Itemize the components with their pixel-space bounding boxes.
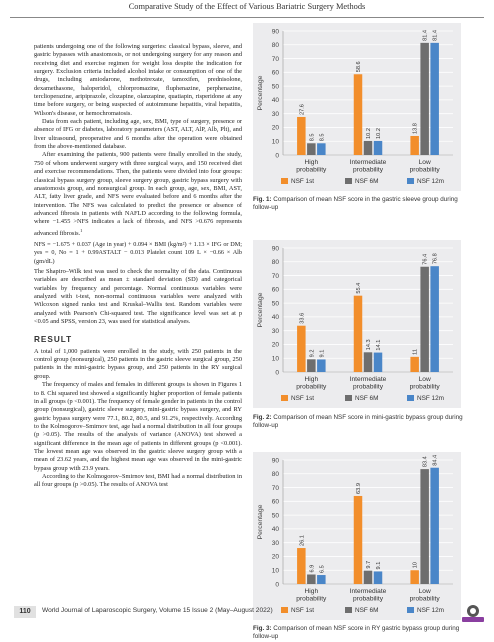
bar-nsf-6m: [307, 359, 316, 372]
publisher-logo-icon: [460, 604, 486, 622]
y-axis-label: Percentage: [257, 75, 264, 111]
y-tick-label: 80: [271, 471, 279, 479]
data-label: 81.4: [432, 29, 439, 41]
y-tick-label: 70: [271, 272, 279, 280]
bar-nsf-1st: [410, 570, 419, 584]
bar-nsf-1st: [297, 117, 306, 155]
figure-2-caption: Fig. 2: Comparison of mean NSF score in mini-gastric bypass group during follow-up: [253, 414, 463, 430]
x-tick-label: Low probability: [409, 376, 440, 391]
figure-2-plot: [253, 240, 461, 394]
bar-nsf-6m: [420, 43, 429, 155]
data-label: 14.3: [366, 339, 372, 351]
y-tick-label: 20: [271, 124, 279, 132]
bar-nsf-6m: [307, 143, 316, 155]
figure-2-chart: [253, 240, 461, 408]
data-label: 26.1: [299, 535, 306, 547]
paragraph-enrollment-text: After examining the patients, 900 patients were finally enrolled in the study, 750 of whom underwent surgery with three surgical ways, and 150 received diet and exercise recommendations. Then, the patients were divided into four groups: classical bypass surgery group, sleeve surgery group, gastric bypass surgery with anastomosis group, and nonsurgical group. In each group, age, sex, BMI, AST, ALT, fatty liver grade, and NFS were evaluated before and 6 months after the intervention. The NFS was calculated to predict the presence or absence of advanced fibrosis in patients with NAFLD according to the following formula, where −1.455 >NFS indicates a lack of fibrosis, and NFS >0.676 represents advanced fibrosis.: [34, 151, 242, 237]
data-label: 9.7: [366, 560, 372, 569]
bar-nsf-12m: [430, 43, 439, 155]
legend-swatch: [407, 395, 414, 401]
bar-nsf-1st: [354, 496, 363, 584]
y-tick-label: 90: [271, 457, 279, 465]
data-label: 55.4: [356, 282, 362, 294]
data-label: 6.9: [309, 564, 316, 573]
x-tick-label: Low probability: [409, 588, 440, 603]
legend-item-nsf-1st: NSF 1st: [281, 178, 314, 185]
data-label: 58.6: [356, 61, 362, 73]
bar-nsf-6m: [420, 267, 429, 372]
data-label: 84.4: [432, 454, 439, 466]
data-label: 11: [412, 349, 419, 355]
legend-swatch: [407, 178, 414, 184]
legend-swatch: [281, 178, 288, 184]
x-tick-label: High probability: [296, 588, 327, 603]
y-tick-label: 80: [271, 259, 279, 267]
y-tick-label: 0: [275, 152, 279, 160]
page-footer: [8, 604, 488, 620]
y-tick-label: 90: [271, 28, 279, 36]
y-tick-label: 70: [271, 55, 279, 63]
y-tick-label: 60: [271, 498, 279, 506]
journal-citation: World Journal of Laparoscopic Surgery, Volume 15 Issue 2 (May–August 2022): [42, 607, 273, 614]
y-tick-label: 30: [271, 110, 279, 118]
paragraph-criteria: patients undergoing one of the following surgeries: classical bypass, sleeve, and gastric bypasses with anastomosis, or not undergoing surgery for any reason and receiving diet and exercise regimen for weight loss despite the indication for surgery. Exclusion criteria included alcohol intake or consumption of one of the drugs, including amiodarone, methotrexate, tamoxifen, prednisolone, dexamethasone, haloperidol, chlorpromazine, fluphenazine, perphenazine, terclioperazine, aripiprazole, clozapine, olanzapine, quatiapin, risperidone at any time before surgery, or being suspected of autoimmune hepatitis, viral hepatitis, Wilson's disease, or hemochromatosis.: [34, 43, 242, 117]
data-label: 81.4: [422, 29, 429, 41]
section-title-result: RESULT: [34, 335, 73, 345]
data-label: 27.6: [299, 104, 306, 115]
legend-item-nsf-12m: NSF 12m: [407, 607, 444, 614]
paragraph-statistics: The Shapiro–Wilk test was used to check the normality of the data. Continuous variables are described as mean ± standard deviation (SD) and categorical variables by frequency and percentage. Normal continuous variables were analyzed with t-test, non-normal continuous variables were analyzed with Wilcoxon signed ranks test and Kruskal–Wallis test. Random variables were analyzed with Pearson's Chi-squared test. The significance level was set at p <0.05 and SPSS, version 23, was used for statistical analyses.: [34, 268, 242, 326]
bar-nsf-12m: [374, 353, 383, 372]
data-label: 9.1: [319, 349, 326, 358]
data-label: 8.5: [319, 133, 326, 142]
paragraph-result-frequency: The frequency of males and females in different groups is shown in Figures 1 to 8. Chi squared test showed a significantly higher proportion of female patients in all groups (p <0.001). The frequency of female gender in patients in the control group (nonsurgical), gastric sleeve surgery, mini-gastric bypass surgery, and RY gastric bypass surgery were 77.1, 80.2, 80.5, and 91.2%, respectively. According to the Kolmogorov–Smirnov test, age had a normal distribution in all four groups (p >0.05). The results of the analysis of variance (ANOVA) test showed a significant difference in the mean age of patients in different groups (p <0.001). The lowest mean age was observed in the gastric sleeve surgery group with a mean of 23.62 years, and the highest mean age was observed in the mini-gastric bypass group with 23.9 years.: [34, 381, 242, 472]
paragraph-result-bmi: According to the Kolmogorov–Smirnov test, BMI had a normal distribution in all four groups (p >0.05). The results of ANOVA test: [34, 472, 242, 489]
bar-nsf-12m: [430, 266, 439, 372]
bar-nsf-1st: [354, 296, 363, 372]
data-label: 10.2: [366, 128, 372, 139]
x-tick-label: Intermediate probability: [349, 159, 387, 174]
x-tick-label: Intermediate probability: [349, 376, 387, 391]
y-tick-label: 30: [271, 539, 279, 547]
data-label: 83.4: [422, 456, 429, 468]
data-label: 13.8: [412, 123, 419, 134]
bar-nsf-12m: [374, 141, 383, 155]
figure-3-chart: [253, 452, 461, 620]
figure-3-plot: [253, 452, 461, 606]
y-tick-label: 0: [275, 581, 279, 589]
reference-superscript: 1: [80, 227, 83, 233]
header-rule: [10, 17, 484, 18]
data-label: 9.2: [309, 349, 316, 358]
page-number: 110: [14, 606, 36, 618]
y-tick-label: 90: [271, 245, 279, 253]
figure-1-caption: Fig. 1: Comparison of mean NSF score in the gastric sleeve group during follow-up: [253, 196, 458, 212]
bar-nsf-12m: [317, 575, 326, 584]
x-tick-label: High probability: [296, 376, 327, 391]
bar-nsf-1st: [297, 326, 306, 372]
y-tick-label: 50: [271, 83, 279, 91]
y-tick-label: 40: [271, 526, 279, 534]
data-label: 10: [412, 561, 419, 569]
data-label: 9.1: [376, 561, 382, 570]
y-tick-label: 60: [271, 286, 279, 294]
bar-nsf-1st: [297, 548, 306, 584]
y-tick-label: 50: [271, 300, 279, 308]
running-title: Comparative Study of the Effect of Various Bariatric Surgery Methods: [128, 2, 366, 11]
bar-nsf-6m: [364, 141, 373, 155]
bar-nsf-6m: [307, 574, 316, 584]
y-tick-label: 50: [271, 512, 279, 520]
y-tick-label: 30: [271, 327, 279, 335]
y-tick-label: 40: [271, 97, 279, 105]
legend-item-nsf-1st: NSF 1st: [281, 607, 314, 614]
legend-swatch: [281, 395, 288, 401]
y-tick-label: 10: [271, 567, 279, 575]
data-label: 63.9: [356, 483, 362, 494]
data-label: 6.5: [319, 565, 326, 574]
y-tick-label: 70: [271, 484, 279, 492]
bar-nsf-12m: [317, 143, 326, 155]
bar-nsf-1st: [354, 74, 363, 155]
bar-nsf-12m: [374, 571, 383, 584]
y-axis-label: Percentage: [257, 504, 264, 540]
legend-item-nsf-6m: NSF 6M: [345, 178, 378, 185]
x-tick-label: Intermediate probability: [349, 588, 387, 603]
figure-1-chart: [253, 23, 461, 191]
y-tick-label: 0: [275, 369, 279, 377]
legend-swatch: [345, 395, 352, 401]
paragraph-result-total: A total of 1,000 patients were enrolled in the study, with 250 patients in the control group (nonsurgical), 250 patients in the gastric sleeve surgical group, 250 patients in the mini-gastric bypass group, and 250 patients in the RY surgical group.: [34, 347, 242, 380]
y-axis-label: Percentage: [257, 292, 264, 328]
data-label: 8.5: [309, 133, 316, 142]
data-label: 76.8: [432, 253, 439, 265]
left-text-column: [34, 43, 242, 490]
bar-nsf-6m: [364, 571, 373, 584]
y-tick-label: 10: [271, 138, 279, 146]
x-tick-label: High probability: [296, 159, 327, 174]
legend-item-nsf-6m: NSF 6M: [345, 607, 378, 614]
figure-1-plot: [253, 23, 461, 177]
bar-nsf-1st: [410, 357, 419, 372]
legend-item-nsf-12m: NSF 12m: [407, 178, 444, 185]
data-label: 76.4: [422, 253, 429, 265]
paragraph-data: Data from each patient, including age, sex, BMI, type of surgery, presence or absence of IFG or diabetes, laboratory parameters (AST, ALT, AlP, Alb, Plt), and liver ultrasound, preoperative and 6 months after the operation were obtained from the above-mentioned database.: [34, 118, 242, 151]
x-tick-label: Low probability: [409, 159, 440, 174]
figure-3-caption: Fig. 3: Comparison of mean NSF score in RY gastric bypass group during follow-up: [253, 625, 460, 641]
legend-item-nsf-12m: NSF 12m: [407, 395, 444, 402]
bar-nsf-12m: [430, 468, 439, 584]
bar-nsf-6m: [364, 352, 373, 372]
bar-nsf-6m: [420, 469, 429, 584]
bar-nsf-12m: [317, 359, 326, 372]
legend-item-nsf-1st: NSF 1st: [281, 395, 314, 402]
y-tick-label: 10: [271, 355, 279, 363]
bar-nsf-1st: [410, 136, 419, 155]
y-tick-label: 60: [271, 69, 279, 77]
y-tick-label: 20: [271, 341, 279, 349]
y-tick-label: 40: [271, 314, 279, 322]
data-label: 10.2: [376, 128, 382, 139]
y-tick-label: 20: [271, 553, 279, 561]
y-tick-label: 80: [271, 42, 279, 50]
data-label: 14.1: [376, 339, 382, 351]
nfs-formula: NFS = −1.675 + 0.037 (Age in year) + 0.094 × BMI (kg/m²) + 1.13 × IFG or DM; yes = 0, No = 1 + 0.99ASTALT − 0.013 Platelet count 109 L × −0.66 × Alb (gm/dL): [34, 241, 242, 265]
legend-swatch: [345, 178, 352, 184]
paragraph-enrollment: [34, 151, 242, 238]
data-label: 33.6: [299, 312, 306, 324]
legend-item-nsf-6m: NSF 6M: [345, 395, 378, 402]
